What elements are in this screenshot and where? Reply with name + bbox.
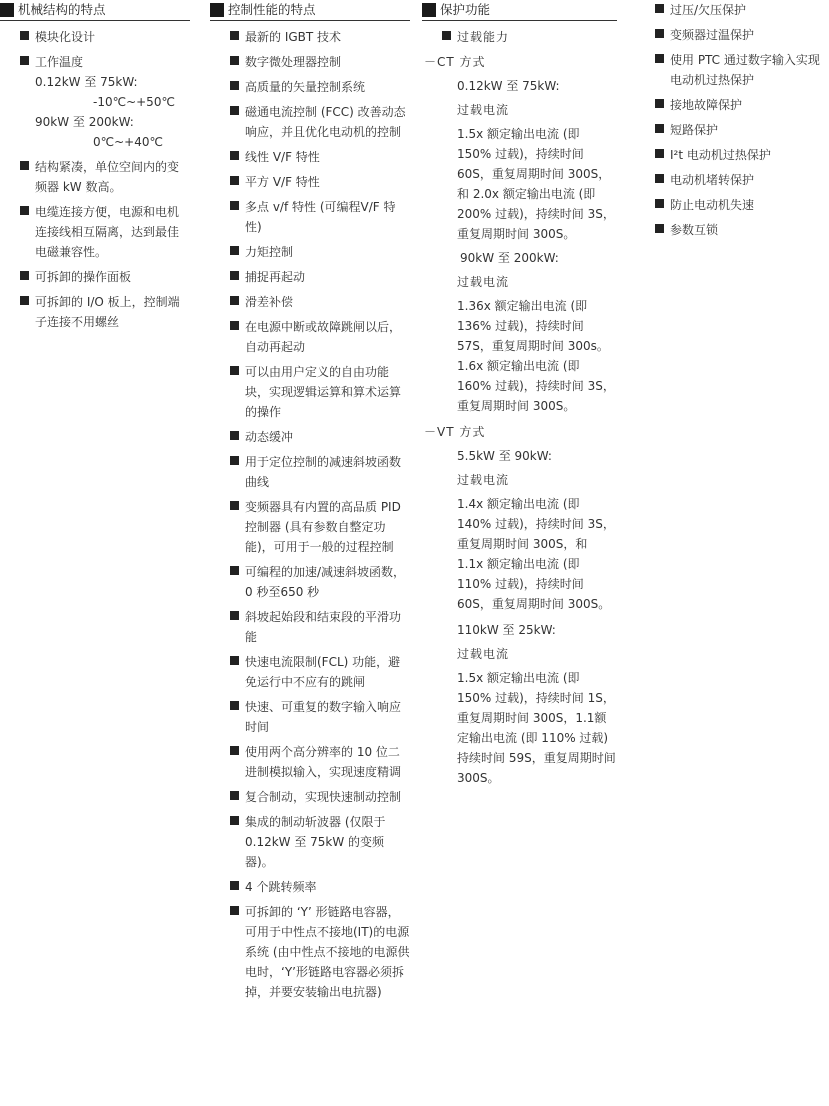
ct1-range: 0.12kW 至 75kW:: [457, 79, 560, 93]
heading-square-icon: [422, 3, 436, 17]
bullet-square-icon: [230, 321, 239, 330]
list-item: [230, 452, 410, 492]
bullet-square-icon: [230, 31, 239, 40]
vt1-label: 过载电流: [457, 473, 510, 487]
item-text: 结构紧凑，单位空间内的变频器 kW 数高。: [35, 160, 180, 194]
bullet-square-icon: [230, 271, 239, 280]
list-item: [230, 652, 410, 692]
list-item: [230, 292, 410, 312]
item-text: 集成的制动斩波器 (仅限于 0.12kW 至 75kW 的变频器)。: [245, 815, 386, 869]
item-text: 用于定位控制的减速斜坡函数曲线: [245, 455, 402, 489]
item-text: 电缆连接方便，电源和电机连接线相互隔离，达到最佳电磁兼容性。: [35, 205, 180, 259]
bullet-square-icon: [230, 296, 239, 305]
heading-rule: [0, 20, 190, 21]
bullet-square-icon: [230, 816, 239, 825]
list-item: [230, 607, 410, 647]
vt2-label: 过载电流: [457, 647, 510, 661]
item-text: 使用 PTC 通过数字输入实现电动机过热保护: [670, 53, 820, 87]
list-item: [655, 0, 829, 20]
bullet-square-icon: [230, 56, 239, 65]
item-text: 多点 v/f 特性 (可编程V/F 特性): [245, 200, 396, 234]
item-text: 模块化设计: [35, 30, 96, 44]
ct-mode-title: －CT 方式: [424, 55, 486, 69]
bullet-square-icon: [655, 124, 664, 133]
list-item: [230, 362, 410, 422]
item-text: 快速电流限制(FCL) 功能，避免运行中不应有的跳闸: [245, 655, 401, 689]
bullet-square-icon: [655, 174, 664, 183]
temp-range-2: 90kW 至 200kW:: [35, 115, 134, 129]
heading-text: 机械结构的特点: [18, 2, 106, 17]
item-text: 数字微处理器控制: [245, 55, 342, 69]
item-text: 变频器过温保护: [670, 28, 755, 42]
protection-list-column: [653, 0, 829, 245]
bullet-square-icon: [230, 906, 239, 915]
item-text: 接地故障保护: [670, 98, 743, 112]
section-heading: [422, 0, 617, 20]
bullet-square-icon: [230, 246, 239, 255]
bullet-square-icon: [20, 206, 29, 215]
heading-text: 控制性能的特点: [228, 2, 316, 17]
item-text: 工作温度: [35, 55, 84, 69]
item-text: 斜坡起始段和结束段的平滑功能: [245, 610, 402, 644]
list-item: [230, 77, 410, 97]
list-item: [20, 267, 190, 287]
bullet-square-icon: [230, 501, 239, 510]
list-item: [20, 27, 190, 47]
item-text: 可拆卸的操作面板: [35, 270, 132, 284]
list-item: [230, 562, 410, 602]
mechanical-features-column: [0, 0, 190, 337]
bullet-square-icon: [230, 431, 239, 440]
vt1-text: 1.4x 额定输出电流 (即 140% 过载)，持续时间 3S，重复周期时间 300S，和 1.1x 额定输出电流 (即 110% 过载)，持续时间 60S，重复周期时间 300S。: [457, 497, 615, 611]
item-text: 线性 V/F 特性: [245, 150, 320, 164]
list-item: [442, 27, 617, 47]
bullet-square-icon: [230, 81, 239, 90]
temp-value-1: -10℃~+50℃: [93, 95, 175, 109]
ct1-text: 1.5x 额定输出电流 (即 150% 过载)，持续时间 60S，重复周期时间 300S，和 2.0x 额定输出电流 (即 200% 过载)，持续时间 3S，重复周期时间 300S。: [457, 127, 615, 241]
list-item: [230, 147, 410, 167]
vt2-text: 1.5x 额定输出电流 (即 150% 过载)，持续时间 1S，重复周期时间 300S，1.1额定输出电流 (即 110% 过载) 持续时间 59S，重复周期时间 300S。: [457, 671, 616, 785]
heading-square-icon: [0, 3, 14, 17]
item-text: 滑差补偿: [245, 295, 294, 309]
item-text: 电动机堵转保护: [670, 173, 755, 187]
list-item: [230, 317, 410, 357]
list-item: [230, 242, 410, 262]
bullet-square-icon: [230, 106, 239, 115]
list-item: [655, 220, 829, 240]
bullet-square-icon: [655, 54, 664, 63]
bullet-square-icon: [230, 701, 239, 710]
bullet-square-icon: [655, 99, 664, 108]
item-text: 4 个跳转频率: [245, 880, 317, 894]
list-item: [655, 120, 829, 140]
item-text: 可拆卸的 ‘Y’ 形链路电容器，可用于中性点不接地(IT)的电源系统 (由中性点不接地的电源供电时，‘Y’形链路电容器必须拆掉，并要安装输出电抗器): [245, 905, 410, 999]
bullet-square-icon: [20, 271, 29, 280]
item-text: 捕捉再起动: [245, 270, 306, 284]
list-item: [655, 195, 829, 215]
ct1-label: 过载电流: [457, 103, 510, 117]
ct2-range: 90kW 至 200kW:: [460, 251, 559, 265]
item-text: 变频器具有内置的高品质 PID 控制器 (具有参数自整定功能)，可用于一般的过程控制: [245, 500, 401, 554]
item-text: 复合制动，实现快速制动控制: [245, 790, 402, 804]
heading-rule: [210, 20, 410, 21]
item-text: 最新的 IGBT 技术: [245, 30, 342, 44]
bullet-square-icon: [442, 31, 451, 40]
list-item: [230, 102, 410, 142]
list-item: [230, 742, 410, 782]
list-item: [20, 292, 190, 332]
item-text: 动态缓冲: [245, 430, 294, 444]
list-item: [230, 697, 410, 737]
item-text: 可编程的加速/减速斜坡函数，0 秒至650 秒: [245, 565, 406, 599]
list-item: [230, 27, 410, 47]
bullet-square-icon: [20, 56, 29, 65]
list-item: [230, 427, 410, 447]
list-item: [230, 787, 410, 807]
bullet-square-icon: [20, 31, 29, 40]
bullet-square-icon: [20, 161, 29, 170]
ct2-text: 1.36x 额定输出电流 (即 136% 过载)，持续时间 57S，重复周期时间 300s。1.6x 额定输出电流 (即 160% 过载)，持续时间 3S，重复周期时间 300S。: [457, 299, 615, 413]
bullet-square-icon: [655, 29, 664, 38]
list-item: [230, 52, 410, 72]
bullet-square-icon: [230, 566, 239, 575]
item-text: 参数互锁: [670, 223, 719, 237]
item-text: 防止电动机失速: [670, 198, 755, 212]
bullet-square-icon: [230, 656, 239, 665]
list-item: [230, 497, 410, 557]
bullet-square-icon: [230, 456, 239, 465]
section-heading: [210, 0, 410, 20]
vt2-range: 110kW 至 25kW:: [457, 623, 556, 637]
bullet-square-icon: [230, 611, 239, 620]
list-item: [20, 202, 190, 262]
vt-mode-title: －VT 方式: [424, 425, 486, 439]
list-item: [230, 877, 410, 897]
bullet-square-icon: [655, 4, 664, 13]
item-text: 在电源中断或故障跳闸以后，自动再起动: [245, 320, 402, 354]
temp-range-1: 0.12kW 至 75kW:: [35, 75, 138, 89]
item-text: 平方 V/F 特性: [245, 175, 320, 189]
bullet-square-icon: [230, 366, 239, 375]
item-text: 快速、可重复的数字输入响应时间: [245, 700, 402, 734]
item-text: 力矩控制: [245, 245, 294, 259]
item-text: 短路保护: [670, 123, 719, 137]
section-heading: [0, 0, 190, 20]
list-item: [230, 172, 410, 192]
temp-value-2: 0℃~+40℃: [93, 135, 163, 149]
list-item: [20, 157, 190, 197]
list-item: [230, 267, 410, 287]
control-features-column: [210, 0, 410, 1007]
item-text: I²t 电动机过热保护: [670, 148, 771, 162]
item-text: 磁通电流控制 (FCC) 改善动态响应，并且优化电动机的控制: [245, 105, 406, 139]
protection-column: [422, 0, 617, 790]
bullet-square-icon: [230, 176, 239, 185]
list-item: [655, 170, 829, 190]
item-text: 过压/欠压保护: [670, 3, 747, 17]
ct2-label: 过载电流: [457, 275, 510, 289]
bullet-square-icon: [230, 201, 239, 210]
bullet-square-icon: [20, 296, 29, 305]
list-item: [655, 25, 829, 45]
heading-square-icon: [210, 3, 224, 17]
heading-text: 保护功能: [440, 2, 491, 17]
bullet-square-icon: [230, 151, 239, 160]
list-item: [230, 812, 410, 872]
list-item: [655, 145, 829, 165]
list-item: [230, 902, 410, 1002]
bullet-square-icon: [655, 224, 664, 233]
heading-rule: [422, 20, 617, 21]
vt1-range: 5.5kW 至 90kW:: [457, 449, 552, 463]
list-item: [655, 95, 829, 115]
bullet-square-icon: [230, 746, 239, 755]
list-item: [655, 50, 829, 90]
bullet-square-icon: [655, 199, 664, 208]
list-item: [20, 52, 190, 152]
item-text: 可拆卸的 I/O 板上，控制端子连接不用螺丝: [35, 295, 180, 329]
item-text: 使用两个高分辨率的 10 位二进制模拟输入，实现速度精调: [245, 745, 402, 779]
bullet-square-icon: [230, 791, 239, 800]
item-text: 高质量的矢量控制系统: [245, 80, 366, 94]
list-item: [230, 197, 410, 237]
item-text: 可以由用户定义的自由功能块，实现逻辑运算和算术运算的操作: [245, 365, 402, 419]
overload-title: 过载能力: [457, 30, 510, 44]
bullet-square-icon: [230, 881, 239, 890]
bullet-square-icon: [655, 149, 664, 158]
